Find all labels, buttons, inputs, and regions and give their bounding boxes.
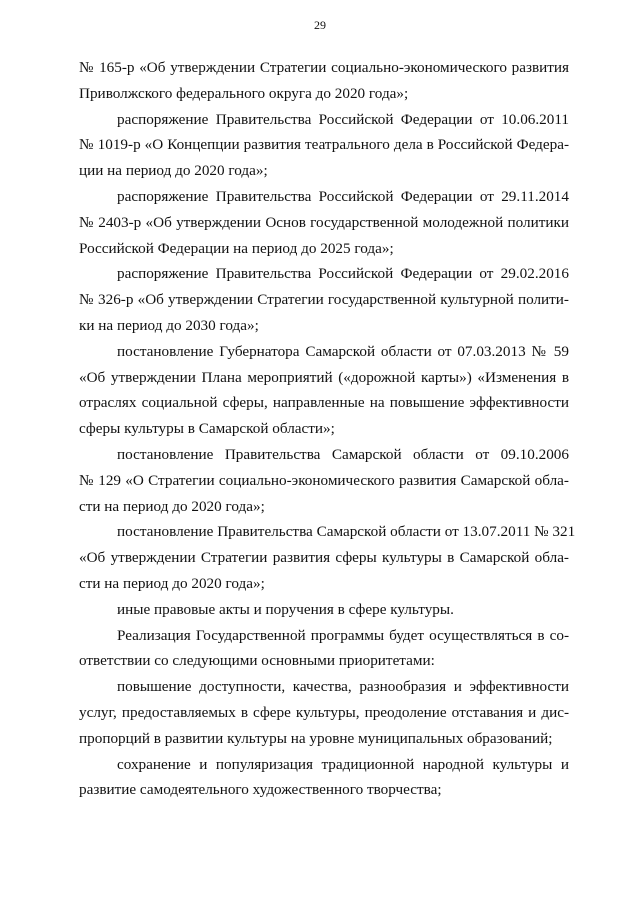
text-line: № 326-р «Об утверждении Стратегии государственной культурной полити- — [79, 291, 569, 309]
text-line: повышение доступности, качества, разнообразия и эффективности — [117, 678, 569, 696]
text-line: ции на период до 2020 года»; — [79, 162, 268, 180]
text-line: № 1019-р «О Концепции развития театрального дела в Российской Федера- — [79, 136, 569, 154]
text-line: Приволжского федерального округа до 2020 года»; — [79, 84, 409, 102]
text-line: распоряжение Правительства Российской Федерации от 29.11.2014 — [117, 188, 569, 205]
text-line: услуг, предоставляемых в сфере культуры, преодоление отставания и дис- — [79, 704, 569, 721]
text-line: сохранение и популяризация традиционной народной культуры и — [117, 755, 569, 773]
text-line: ответствии со следующими основными приоритетами: — [79, 652, 435, 670]
text-line: сти на период до 2020 года»; — [79, 575, 265, 592]
text-line: распоряжение Правительства Российской Федерации от 10.06.2011 — [117, 110, 569, 128]
text-line: ки на период до 2030 года»; — [79, 317, 259, 334]
text-line: пропорций в развитии культуры на уровне муниципальных образований; — [79, 729, 553, 747]
text-line: постановление Правительства Самарской области от 13.07.2011 № 321 — [117, 523, 576, 541]
text-line: отраслях социальной сферы, направленные на повышение эффективности — [79, 394, 569, 412]
text-line: № 2403-р «Об утверждении Основ государственной молодежной политики — [79, 213, 569, 231]
text-line: Реализация Государственной программы будет осуществляться в со- — [117, 626, 569, 644]
page-number: 29 — [314, 18, 326, 32]
text-line: № 129 «О Стратегии социально-экономического развития Самарской обла- — [79, 471, 569, 489]
text-line: «Об утверждении Стратегии развития сферы культуры в Самарской обла- — [79, 549, 569, 567]
text-line: постановление Правительства Самарской области от 09.10.2006 — [117, 446, 569, 463]
text-line: распоряжение Правительства Российской Федерации от 29.02.2016 — [117, 265, 569, 283]
text-line: иные правовые акты и поручения в сфере культуры. — [117, 600, 454, 618]
text-line: «Об утверждении Плана мероприятий («дорожной карты») «Изменения в — [79, 368, 569, 386]
text-line: развитие самодеятельного художественного творчества; — [79, 781, 442, 799]
text-line: Российской Федерации на период до 2025 года»; — [79, 239, 394, 257]
text-line: сферы культуры в Самарской области»; — [79, 420, 335, 438]
text-line: постановление Губернатора Самарской области от 07.03.2013 № 59 — [117, 342, 569, 360]
text-line: № 165-р «Об утверждении Стратегии социально-экономического развития — [79, 59, 569, 76]
text-line: сти на период до 2020 года»; — [79, 497, 265, 515]
